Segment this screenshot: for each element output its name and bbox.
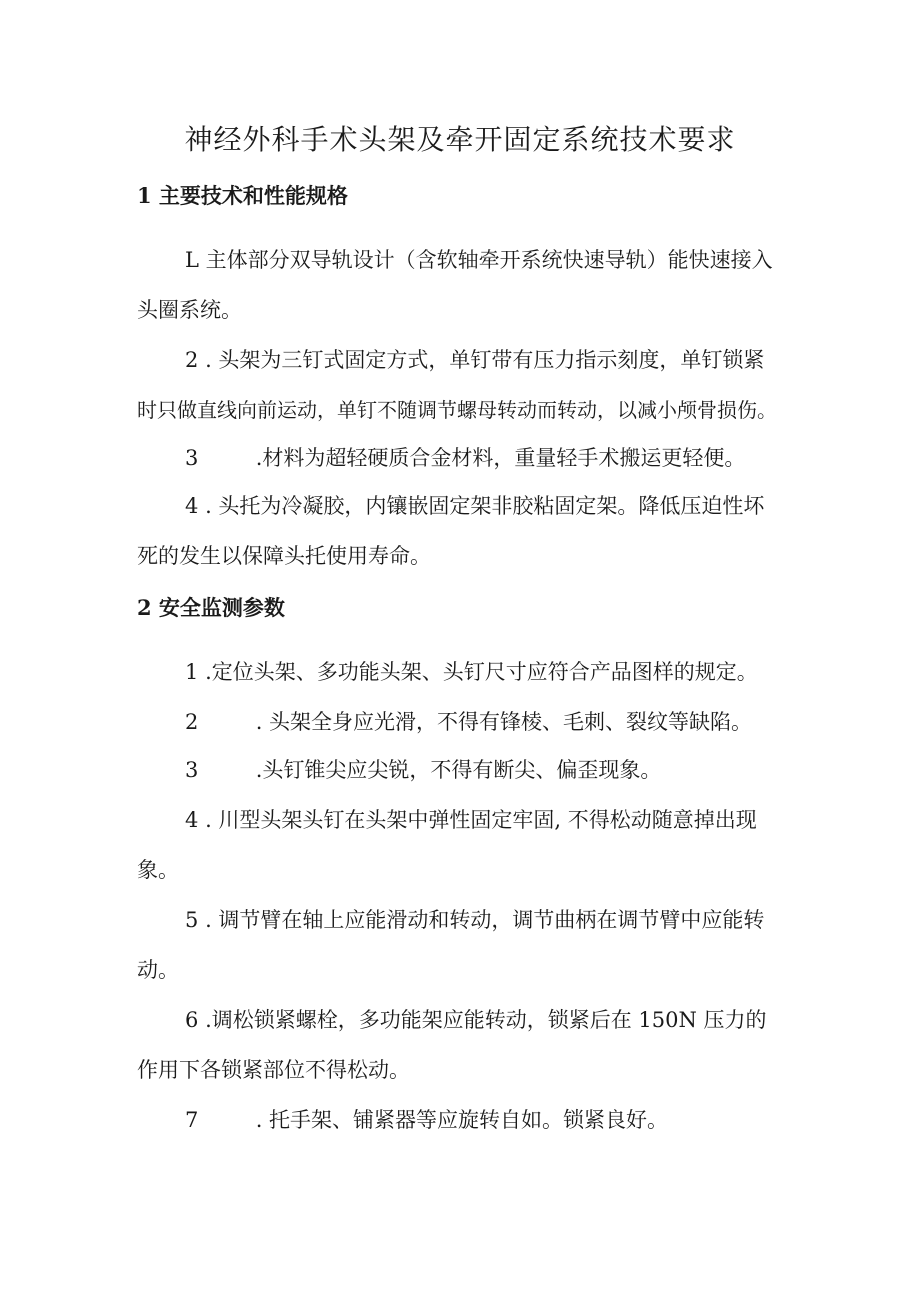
s2-item-7-line-1	[185, 1104, 668, 1134]
s2-item-7-number: 7	[185, 1108, 199, 1132]
s2-item-4-number: 4	[185, 808, 199, 832]
s1-item-2-line-1	[185, 344, 764, 374]
s2-item-2-line-1	[185, 706, 752, 736]
s1-item-1-line-2: 头圈系统。	[137, 298, 242, 322]
s2-item-1-text: .定位头架、多功能头架、头钉尺寸应符合产品图样的规定。	[205, 660, 758, 684]
s2-item-3-text: .头钉锥尖应尖锐，不得有断尖、偏歪现象。	[255, 758, 662, 782]
s1-item-2-number: 2	[185, 348, 199, 372]
s2-item-7-text: . 托手架、铺紧器等应旋转自如。锁紧良好。	[255, 1108, 669, 1132]
s1-item-4-line-1	[185, 490, 764, 520]
s1-item-3-number: 3	[185, 446, 199, 470]
s1-item-1-line-1	[185, 244, 773, 274]
section-1-heading: 1 主要技术和性能规格	[137, 183, 348, 208]
s2-item-6-number: 6	[185, 1008, 199, 1032]
s2-item-3-line-1	[185, 754, 661, 784]
s2-item-3-number: 3	[185, 758, 199, 782]
s2-item-1-line-1	[185, 656, 758, 686]
s2-item-1-number: 1	[185, 660, 199, 684]
s2-item-4-text: . 川型头架头钉在头架中弹性固定牢固, 不得松动随意掉出现	[205, 808, 757, 832]
s2-item-5-line-1	[185, 904, 764, 934]
s2-item-5-number: 5	[185, 908, 199, 932]
s2-item-2-text: . 头架全身应光滑，不得有锋棱、毛刺、裂纹等缺陷。	[255, 710, 753, 734]
s1-item-1-text: 主体部分双导轨设计（含软轴牵开系统快速导轨）能快速接入	[205, 248, 773, 272]
document-title: 神经外科手术头架及牵开固定系统技术要求	[184, 123, 736, 156]
s1-item-2-text: . 头架为三钉式固定方式，单钉带有压力指示刻度，单钉锁紧	[205, 348, 765, 372]
s2-item-4-line-1	[185, 804, 757, 834]
s2-item-6-line-2: 作用下各锁紧部位不得松动。	[137, 1058, 410, 1082]
s1-item-3-line-1	[185, 442, 745, 472]
s2-item-2-number: 2	[185, 710, 199, 734]
s2-item-6-line-1	[185, 1004, 767, 1034]
s1-item-4-number: 4	[185, 494, 199, 518]
s1-item-3-text: .材料为超轻硬质合金材料，重量轻手术搬运更轻便。	[255, 446, 746, 470]
s2-item-6-text: .调松锁紧螺栓，多功能架应能转动，锁紧后在 150N 压力的	[205, 1008, 767, 1032]
s1-item-1-number: L	[185, 248, 199, 272]
s2-item-4-line-2: 象。	[137, 858, 179, 882]
s2-item-5-line-2: 动。	[137, 958, 179, 982]
s1-item-4-text: . 头托为冷凝胶，内镶嵌固定架非胶粘固定架。降低压迫性坏	[205, 494, 765, 518]
s2-item-5-text: . 调节臂在轴上应能滑动和转动，调节曲柄在调节臂中应能转	[205, 908, 765, 932]
s1-item-2-line-2: 时只做直线向前运动，单钉不随调节螺母转动而转动，以减小颅骨损伤。	[137, 398, 777, 422]
section-2-heading: 2 安全监测参数	[137, 595, 285, 620]
s1-item-4-line-2: 死的发生以保障头托使用寿命。	[137, 544, 431, 568]
